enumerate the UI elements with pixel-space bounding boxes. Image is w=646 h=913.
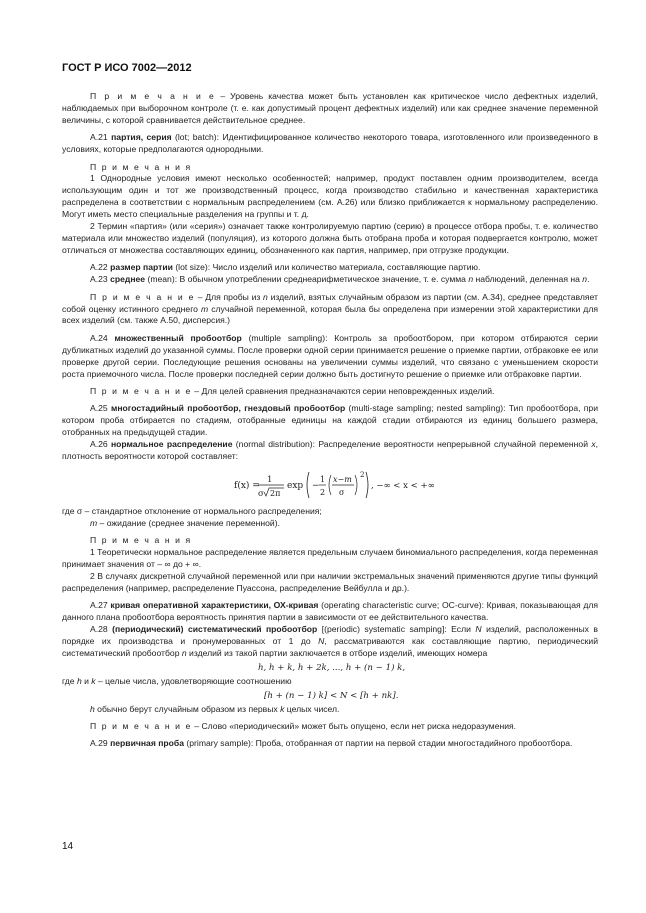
- entry-number: А.23: [90, 274, 111, 285]
- entry-a26: [62, 439, 598, 463]
- right-bracket: [366, 472, 368, 498]
- notes-label-a26: [62, 535, 598, 547]
- entry-term: нормальное распределение: [110, 439, 233, 450]
- note-text-3: случайной переменной, которая была бы определена при измерении этой характеристики для всех изделий (см. также А.50, дисперсия.): [62, 303, 598, 326]
- entry-a23: [62, 274, 598, 286]
- page-number: 14: [62, 841, 74, 852]
- entry-number: А.29: [90, 738, 111, 749]
- note-a21-2: 2 Термин «партия» (или «серия») означает также контролируемую партию (серию) в процессе отбора пробы, т. е. количество материала или множество изделий (популяция), из которого должна быть отобрана проба и которая подвергается контролю, может отличаться от множества составляющих единиц, обозначенного как партия, например, при отгрузке продукции.: [62, 221, 598, 255]
- entry-definition-2: изделий, расположенных в порядке их производства и пронумерованных от 1 до: [62, 624, 598, 646]
- note-text: – Уровень качества может быть установлен как критическое число дефектных изделий, наблюдаемых при выборочном контроле (т. е. как допустимый процент дефектных изделий) или как среднее значение переменной величины, с которой сравнивается действительное среднее.: [62, 91, 598, 125]
- var-h: h: [90, 703, 95, 714]
- entry-number: А.26: [90, 439, 111, 450]
- entry-definition: [(periodic) systematic samping]: Если: [317, 624, 476, 635]
- entry-number: А.22: [90, 262, 111, 273]
- var-N: N: [475, 624, 482, 635]
- inequality-formula: [h + (n − 1) k] < N < [h + nk].: [264, 690, 399, 701]
- formula-half-den: 2: [320, 487, 326, 497]
- paren-open: [329, 475, 331, 495]
- formula-svg: [62, 466, 598, 504]
- var-n: n: [582, 274, 588, 285]
- var-n: n: [263, 291, 268, 302]
- entry-term: размер партии: [110, 262, 173, 273]
- entry-number: А.28: [90, 624, 113, 635]
- entry-a21: [62, 132, 598, 156]
- where-text-2: – целые числа, удовлетворяющие соотношению: [95, 675, 292, 686]
- note-text: – Для пробы из: [195, 291, 264, 302]
- formula-range: , −∞ < x < +∞: [371, 480, 435, 491]
- note-a28: [62, 721, 598, 733]
- entry-definition: (multi-stage sampling; nested sampling): Тип пробоотбора, при котором проба отбирается по стадиям, отобранные единицы на каждой стадии отбираются из единиц большего размера, отобранных на предыдущей стадии.: [62, 403, 598, 438]
- formula-half-num: 1: [320, 474, 326, 484]
- var-h: h: [76, 675, 82, 686]
- note-a21-1: 1 Однородные условия имеют несколько особенностей; например, продукт поставлен одним производителем, всегда использующим один и тот же производственный процесс, когда производство стабильно и качественная характеристика распределена в соответствии с нормальным распределением (см. А.26) или близко приближается к нормальному распределению. Могут иметь место специальные разделения на группы и т. д.: [62, 173, 598, 220]
- note-text-2: изделий, взятых случайным образом из партии (см. А.34), среднее представляет собой оценку истинного среднего: [62, 291, 598, 314]
- entry-number: А.27: [90, 600, 111, 611]
- entry-definition: (normal distribution): Распределение вероятности непрерывной случайной переменной: [232, 439, 592, 450]
- entry-a24: [62, 333, 598, 381]
- entry-term: первичная проба: [110, 738, 185, 749]
- var-m: m: [201, 303, 209, 314]
- formula-exp: exp: [287, 480, 304, 491]
- note-label: П р и м е ч а н и е: [90, 385, 192, 396]
- entry-number: А.25: [90, 403, 111, 414]
- var-n: n: [181, 647, 187, 658]
- entry-definition: (mean): В обычном употреблении среднеарифметическое значение, т. е. сумма: [145, 274, 469, 285]
- entry-definition: (primary sample): Проба, отобранная от партии на первой стадии многостадийного пробоотбора.: [184, 738, 573, 749]
- notes-label-text: П р и м е ч а н и я: [90, 161, 192, 172]
- entry-term: партия, серия: [111, 132, 172, 143]
- entry-definition: (lot size): Число изделий или количество материала, составляющие партию.: [172, 262, 481, 273]
- note-label: П р и м е ч а н и е: [90, 721, 192, 732]
- entry-definition-2: наблюдений, деленная на: [473, 274, 583, 285]
- where-and: и: [81, 675, 92, 686]
- normal-density-formula: [62, 466, 598, 504]
- entry-term: (периодический) систематический пробоотбор: [112, 624, 318, 635]
- h-line-text-2: целых чисел.: [284, 703, 340, 714]
- var-x: x: [591, 439, 596, 450]
- entry-definition-3: , рассматриваются как составляющие партию, периодический систематический пробоотбор: [62, 635, 598, 658]
- entry-definition: (operating characteristic curve; OC-curve): Кривая, показывающая для данного плана пробоотбора вероятность принятия партии в зависимости от ее действительного качества.: [62, 600, 599, 623]
- var-k: k: [280, 703, 285, 714]
- note-a23: [62, 292, 598, 328]
- var-k: k: [91, 675, 96, 686]
- h-line-text: обычно берут случайным образом из первых: [94, 703, 281, 714]
- formula-lhs: f(x) =: [234, 480, 260, 491]
- entry-number: А.21: [90, 132, 112, 143]
- formula-frac-num: x−m: [333, 474, 352, 484]
- formula-sqrt-arg: 2π: [270, 488, 281, 498]
- sequence-formula: h, h + k, h + 2k, ..., h + (n − 1) k,: [258, 662, 406, 673]
- where-hk: [62, 676, 598, 688]
- note-a26-1: 1 Теоретически нормальное распределение является предельным случаем биномиального распределения, когда переменная принимает значения от – ∞ до + ∞.: [62, 547, 598, 569]
- entry-a27: [62, 600, 598, 624]
- var-N: N: [318, 635, 325, 646]
- entry-definition: (lot; batch): Идентифицированное количество некоторого товара, изготовленного или произведенного в условиях, которые предполагаются однородными.: [62, 132, 598, 155]
- paren-close: [355, 475, 357, 495]
- h-line: [62, 704, 598, 716]
- entry-a25: [62, 403, 598, 439]
- entry-definition-3: .: [587, 274, 590, 285]
- note-top: [62, 91, 598, 127]
- entry-definition: (multiple sampling): Контроль за пробоотбором, при котором отбираются серии дубликатных изделий до указанной суммы. После проверки одной серии принимается решение о приемке партии, отбраковке ее или проверке другой серии. Последующие решения основаны на увеличении суммы изделий, что связано с уменьшением скорости роста приемочного числа. После проверки последней серии должно быть достигнуто решение о приемке или отбраковке партии.: [62, 332, 598, 379]
- formula-one: 1: [267, 474, 273, 485]
- notes-label: [62, 162, 598, 174]
- page-header: ГОСТ Р ИСО 7002—2012: [62, 62, 192, 74]
- where-text: где: [62, 675, 77, 686]
- note-a26-2: 2 В случаях дискретной случайной переменной или при наличии экстремальных значений применяются другие типы функций распределения (например, распределение Пуассона, распределение Вейбулла и др.).: [62, 570, 598, 593]
- entry-term: множественный пробоотбор: [114, 332, 242, 343]
- where-sigma: где σ – стандартное отклонение от нормального распределения;: [62, 505, 322, 516]
- where-m-text: – ожидание (среднее значение переменной).: [97, 517, 280, 528]
- entry-number: А.24: [90, 332, 115, 343]
- note-a24: [62, 386, 598, 398]
- entry-a22: [62, 262, 598, 274]
- note-label: П р и м е ч а н и е: [90, 91, 216, 101]
- entry-a29: [62, 738, 598, 750]
- where-m: [62, 518, 598, 530]
- var-n: n: [468, 274, 474, 285]
- entry-term: кривая оперативной характеристики, ОХ-кривая: [110, 600, 319, 611]
- entry-a28: [62, 624, 598, 660]
- page-content: [62, 91, 598, 750]
- note-text: – Слово «периодический» может быть опущено, если нет риска недоразумения.: [191, 721, 517, 732]
- var-m: m: [90, 517, 98, 528]
- formula-sigma: σ: [258, 488, 264, 499]
- formula-minus: −: [312, 480, 320, 491]
- entry-definition-4: изделий из такой партии заключается в отборе изделий, имеющих номера: [186, 647, 488, 658]
- note-text: – Для целей сравнения предназначаются серии неповрежденных изделий.: [191, 385, 495, 396]
- formula-power: 2: [360, 470, 365, 479]
- entry-definition-2: , плотность вероятности которой составляет:: [62, 439, 598, 461]
- left-bracket: [307, 472, 309, 498]
- notes-label-text: П р и м е ч а н и я: [90, 535, 192, 546]
- entry-term: многостадийный пробоотбор, гнездовый пробоотбор: [110, 403, 346, 414]
- note-label: П р и м е ч а н и е: [90, 291, 196, 302]
- entry-term: среднее: [110, 274, 146, 285]
- formula-frac-den: σ: [339, 487, 345, 497]
